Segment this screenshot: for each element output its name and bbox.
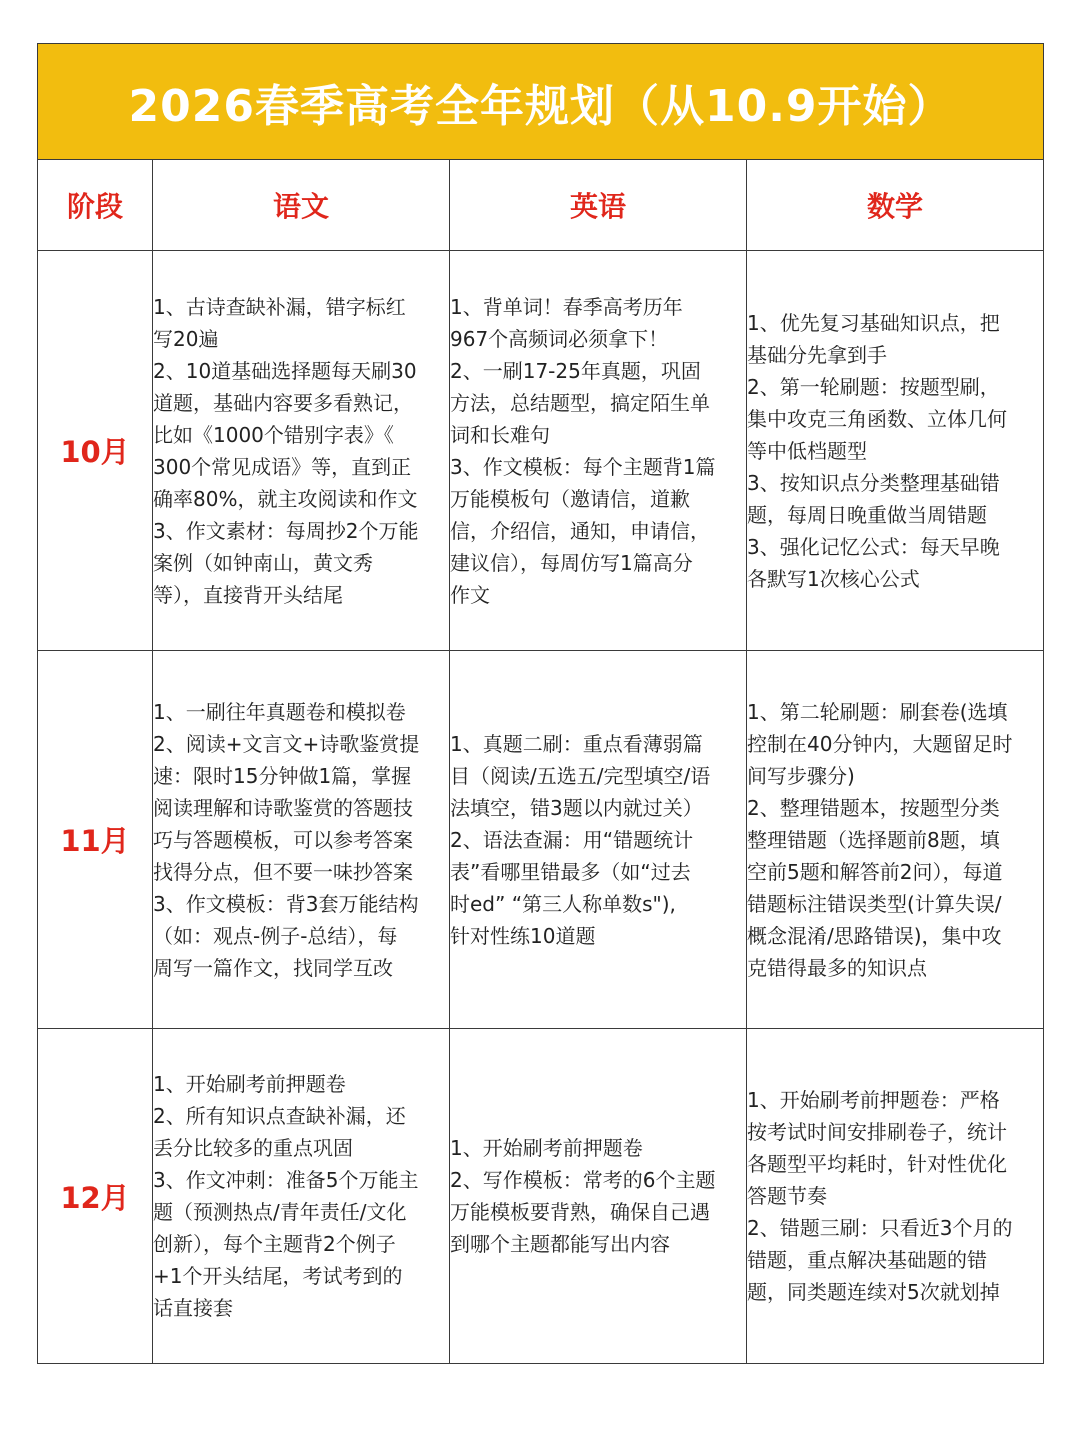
plan-line: 建议信），每周仿写1篇高分 <box>450 550 693 575</box>
plan-line: 2、阅读+文言文+诗歌鉴赏提 <box>153 731 420 756</box>
plan-line: 2、10道基础选择题每天刷30 <box>153 358 417 383</box>
plan-line: 3、强化记忆公式：每天早晚 <box>747 534 1000 559</box>
plan-line: 道题，基础内容要多看熟记， <box>153 390 413 415</box>
english-plan-cell <box>450 651 747 1029</box>
study-plan-table <box>37 43 1044 1364</box>
plan-line: 空前5题和解答前2问），每道 <box>747 859 1003 884</box>
plan-line: 创新），每个主题背2个例子 <box>153 1232 396 1256</box>
math-plan-cell <box>747 1029 1044 1364</box>
table-row-october <box>38 251 1044 651</box>
plan-line: 阅读理解和诗歌鉴赏的答题技 <box>153 795 413 820</box>
english-plan-cell <box>450 251 747 651</box>
plan-line: 控制在40分钟内，大题留足时 <box>747 731 1013 756</box>
plan-line: 万能模板句（邀请信，道歉 <box>450 486 690 511</box>
plan-line: 法填空，错3题以内就过关） <box>450 795 703 820</box>
plan-line: 题，每周日晚重做当周错题 <box>747 502 987 527</box>
table-row-december <box>38 1029 1044 1364</box>
plan-line: 1、优先复习基础知识点，把 <box>747 310 1000 335</box>
plan-line: 3、作文模板：每个主题背1篇 <box>450 454 716 479</box>
header-math: 数学 <box>747 160 1044 251</box>
plan-line: 目（阅读/五选五/完型填空/语 <box>450 763 711 788</box>
plan-line: 克错得最多的知识点 <box>747 955 927 980</box>
page-title: 2026春季高考全年规划（从10.9开始） <box>128 80 953 132</box>
plan-line: 967个高频词必须拿下！ <box>450 326 669 351</box>
plan-line: 各默写1次核心公式 <box>747 566 920 591</box>
plan-line: 1、开始刷考前押题卷 <box>153 1072 346 1096</box>
plan-line: 2、第一轮刷题：按题型刷， <box>747 374 1000 399</box>
month-label: 10月 <box>38 251 153 651</box>
plan-line: 2、所有知识点查缺补漏，还 <box>153 1104 406 1128</box>
plan-line: 2、语法查漏：用“错题统计 <box>450 827 694 852</box>
plan-line: 整理错题（选择题前8题，填 <box>747 827 1000 852</box>
header-chinese: 语文 <box>153 160 450 251</box>
plan-line: 3、作文冲刺：准备5个万能主 <box>153 1168 419 1192</box>
plan-line: 2、一刷17-25年真题，巩固 <box>450 358 701 383</box>
plan-line: 巧与答题模板，可以参考答案 <box>153 827 413 852</box>
plan-line: 比如《1000个错别字表》《 <box>153 422 394 447</box>
plan-line: 速：限时15分钟做1篇，掌握 <box>153 763 412 788</box>
plan-line: 到哪个主题都能写出内容 <box>450 1232 670 1256</box>
plan-line: 答题节奏 <box>747 1184 827 1208</box>
chinese-plan-cell <box>153 251 450 651</box>
plan-line: 确率80%，就主攻阅读和作文 <box>153 486 418 511</box>
plan-line: 基础分先拿到手 <box>747 342 887 367</box>
plan-line: 案例（如钟南山，黄文秀 <box>153 550 373 575</box>
plan-line: 2、写作模板：常考的6个主题 <box>450 1168 716 1192</box>
month-label: 12月 <box>38 1029 153 1364</box>
plan-line: 等中低档题型 <box>747 438 867 463</box>
plan-line: 题（预测热点/青年责任/文化 <box>153 1200 407 1224</box>
plan-line: 丢分比较多的重点巩固 <box>153 1136 353 1160</box>
plan-line: 表”看哪里错最多（如“过去 <box>450 859 691 884</box>
plan-line: 1、第二轮刷题：刷套卷(选填 <box>747 699 1008 724</box>
plan-line: 等），直接背开头结尾 <box>153 582 343 607</box>
plan-line: 1、真题二刷：重点看薄弱篇 <box>450 731 703 756</box>
plan-line: 1、一刷往年真题卷和模拟卷 <box>153 699 406 724</box>
plan-line: 1、背单词！春季高考历年 <box>450 294 683 319</box>
plan-line: 1、开始刷考前押题卷：严格 <box>747 1088 1000 1112</box>
chinese-plan-cell <box>153 651 450 1029</box>
plan-line: 错题，重点解决基础题的错 <box>747 1248 987 1272</box>
plan-line: 2、错题三刷：只看近3个月的 <box>747 1216 1013 1240</box>
english-plan-cell <box>450 1029 747 1364</box>
plan-line: 万能模板要背熟，确保自己遇 <box>450 1200 710 1224</box>
plan-line: 300个常见成语》等，直到正 <box>153 454 412 479</box>
plan-line: 1、古诗查缺补漏，错字标红 <box>153 294 406 319</box>
math-plan-cell <box>747 251 1044 651</box>
plan-line: 方法，总结题型，搞定陌生单 <box>450 390 710 415</box>
plan-line: 按考试时间安排刷卷子，统计 <box>747 1120 1007 1144</box>
plan-line: 时ed” “第三人称单数s"), <box>450 891 676 916</box>
plan-line: 各题型平均耗时，针对性优化 <box>747 1152 1007 1176</box>
plan-line: 错题标注错误类型(计算失误/ <box>747 891 1002 916</box>
plan-line: 找得分点，但不要一味抄答案 <box>153 859 413 884</box>
plan-line: 3、作文素材：每周抄2个万能 <box>153 518 419 543</box>
plan-line: 话直接套 <box>153 1296 233 1320</box>
plan-line: 间写步骤分) <box>747 763 855 788</box>
header-row <box>38 160 1044 251</box>
plan-line: 2、整理错题本，按题型分类 <box>747 795 1000 820</box>
table-row-november <box>38 651 1044 1029</box>
plan-line: 题，同类题连续对5次就划掉 <box>747 1280 1000 1304</box>
plan-line: 作文 <box>450 582 490 607</box>
plan-line: 针对性练10道题 <box>450 923 596 948</box>
plan-line: 概念混淆/思路错误)，集中攻 <box>747 923 1002 948</box>
plan-line: 集中攻克三角函数、立体几何 <box>747 406 1007 431</box>
plan-line: 3、作文模板：背3套万能结构 <box>153 891 419 916</box>
month-label: 11月 <box>38 651 153 1029</box>
plan-line: 1、开始刷考前押题卷 <box>450 1136 643 1160</box>
plan-line: 词和长难句 <box>450 422 550 447</box>
plan-line: 信，介绍信，通知，申请信， <box>450 518 710 543</box>
chinese-plan-cell <box>153 1029 450 1364</box>
plan-line: （如：观点-例子-总结），每 <box>153 923 398 948</box>
plan-line: 写20遍 <box>153 326 219 351</box>
plan-line: 3、按知识点分类整理基础错 <box>747 470 1000 495</box>
header-english: 英语 <box>450 160 747 251</box>
header-stage: 阶段 <box>38 160 153 251</box>
plan-line: 周写一篇作文，找同学互改 <box>153 955 393 980</box>
math-plan-cell <box>747 651 1044 1029</box>
title-row <box>38 44 1044 160</box>
title-banner <box>38 44 1044 160</box>
plan-line: +1个开头结尾，考试考到的 <box>153 1264 403 1288</box>
